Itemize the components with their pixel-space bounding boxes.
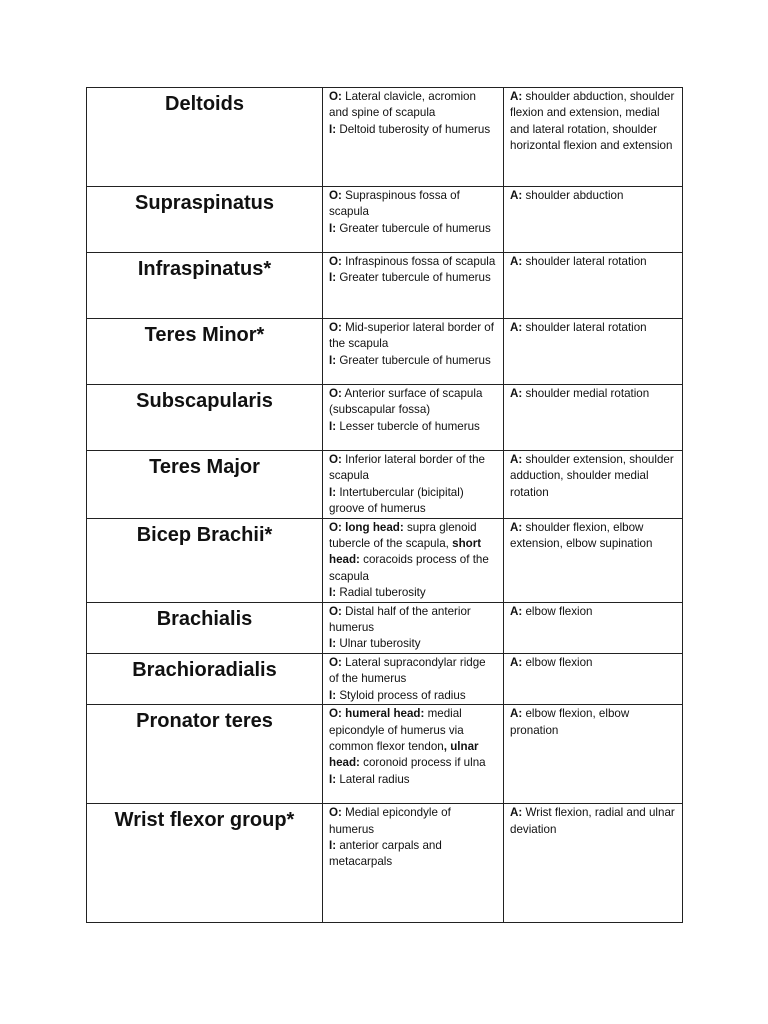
table-row xyxy=(87,385,683,451)
action-label: A: xyxy=(510,387,523,400)
muscle-name: Brachioradialis xyxy=(87,653,323,704)
origin-label: O: xyxy=(329,655,342,669)
action-label: A: xyxy=(510,707,523,721)
insertion-text: Lesser tubercle of humerus xyxy=(339,419,480,433)
humeral-head-label: humeral head: xyxy=(345,707,425,721)
comma: , xyxy=(443,739,447,753)
ulnar-head-text: coronoid process if ulna xyxy=(363,756,486,770)
action-text: Wrist flexion, radial and ulnar deviation xyxy=(510,806,675,836)
muscle-name: Pronator teres xyxy=(87,705,323,804)
origin-insertion-cell xyxy=(323,518,504,602)
muscle-name: Bicep Brachii* xyxy=(87,518,323,602)
action-label: A: xyxy=(510,655,523,669)
action-cell xyxy=(504,804,683,923)
action-text: shoulder abduction xyxy=(525,189,624,202)
insertion-label: I: xyxy=(329,122,337,136)
origin-label: O: xyxy=(329,806,342,820)
origin-insertion-cell xyxy=(323,385,504,451)
origin-insertion-cell xyxy=(323,653,504,704)
action-label: A: xyxy=(510,255,523,268)
action-text: shoulder medial rotation xyxy=(525,387,650,400)
origin-text: Anterior surface of scapula (subscapular fossa) xyxy=(329,387,483,417)
action-text: elbow flexion, elbow pronation xyxy=(510,707,630,737)
action-label: A: xyxy=(510,604,523,618)
origin-insertion-cell xyxy=(323,705,504,804)
table-row xyxy=(87,319,683,385)
muscle-name: Wrist flexor group* xyxy=(87,804,323,923)
long-head-text: supra glenoid tubercle of the scapula, xyxy=(329,520,477,551)
insertion-text: Intertubercular (bicipital) groove of humerus xyxy=(329,485,464,516)
action-label: A: xyxy=(510,321,523,334)
action-cell xyxy=(504,187,683,253)
origin-insertion-cell xyxy=(323,187,504,253)
table-row xyxy=(87,518,683,602)
action-label: A: xyxy=(510,453,523,466)
action-text: shoulder abduction, shoulder flexion and extension, medial and lateral rotation, shoulder horizontal flexion and extension xyxy=(510,90,675,153)
origin-label: O: xyxy=(329,189,342,202)
insertion-text: Radial tuberosity xyxy=(339,586,426,600)
action-text: shoulder flexion, elbow extension, elbow supination xyxy=(510,520,653,551)
origin-text: Supraspinous fossa of scapula xyxy=(329,189,460,219)
insertion-text: Lateral radius xyxy=(339,772,410,786)
action-text: elbow flexion xyxy=(525,604,593,618)
table-row xyxy=(87,253,683,319)
action-cell xyxy=(504,518,683,602)
action-cell xyxy=(504,319,683,385)
insertion-label: I: xyxy=(329,772,337,786)
origin-label: O: xyxy=(329,453,342,466)
table-row xyxy=(87,804,683,923)
action-cell xyxy=(504,705,683,804)
muscle-name: Teres Minor* xyxy=(87,319,323,385)
origin-insertion-cell xyxy=(323,88,504,187)
insertion-text: Ulnar tuberosity xyxy=(339,637,421,651)
origin-text: Distal half of the anterior humerus xyxy=(329,604,471,635)
origin-label: O: xyxy=(329,90,342,103)
insertion-label: I: xyxy=(329,688,337,702)
short-head-label: short head: xyxy=(329,537,482,567)
origin-text: Medial epicondyle of humerus xyxy=(329,806,451,836)
action-text: elbow flexion xyxy=(525,655,593,669)
action-cell xyxy=(504,88,683,187)
long-head-label: long head: xyxy=(345,520,404,534)
action-label: A: xyxy=(510,189,523,202)
action-label: A: xyxy=(510,806,523,820)
origin-text: Lateral clavicle, acromion and spine of scapula xyxy=(329,90,476,120)
insertion-text: Styloid process of radius xyxy=(339,688,466,702)
action-label: A: xyxy=(510,90,523,103)
action-cell xyxy=(504,653,683,704)
insertion-label: I: xyxy=(329,221,337,235)
origin-insertion-cell xyxy=(323,451,504,519)
origin-label: O: xyxy=(329,707,342,721)
origin-insertion-cell xyxy=(323,804,504,923)
origin-text: Infraspinous fossa of scapula xyxy=(345,255,496,268)
action-cell xyxy=(504,451,683,519)
insertion-text: anterior carpals and metacarpals xyxy=(329,838,442,869)
humeral-head-text: medial epicondyle of humerus via common flexor tendon xyxy=(329,707,464,753)
table-row xyxy=(87,451,683,519)
origin-label: O: xyxy=(329,387,342,400)
origin-insertion-cell xyxy=(323,253,504,319)
insertion-label: I: xyxy=(329,419,337,433)
action-text: shoulder lateral rotation xyxy=(525,321,647,334)
muscle-name: Deltoids xyxy=(87,88,323,187)
table-row xyxy=(87,653,683,704)
table-row xyxy=(87,187,683,253)
muscle-name: Subscapularis xyxy=(87,385,323,451)
muscle-name: Infraspinatus* xyxy=(87,253,323,319)
short-head-text: coracoids process of the scapula xyxy=(329,553,489,583)
origin-text: Mid-superior lateral border of the scapula xyxy=(329,321,494,351)
insertion-label: I: xyxy=(329,353,337,367)
insertion-label: I: xyxy=(329,637,337,651)
ulnar-head-label: ulnar head: xyxy=(329,739,479,770)
action-label: A: xyxy=(510,520,523,534)
insertion-label: I: xyxy=(329,586,337,600)
muscle-table xyxy=(86,87,683,923)
muscle-name: Supraspinatus xyxy=(87,187,323,253)
origin-text: Lateral supracondylar ridge of the humerus xyxy=(329,655,486,686)
origin-insertion-cell xyxy=(323,319,504,385)
table-row xyxy=(87,88,683,187)
action-text: shoulder lateral rotation xyxy=(525,255,647,268)
insertion-text: Greater tubercule of humerus xyxy=(339,271,491,285)
origin-label: O: xyxy=(329,321,342,334)
muscle-name: Teres Major xyxy=(87,451,323,519)
muscle-name: Brachialis xyxy=(87,602,323,653)
origin-label: O: xyxy=(329,520,342,534)
insertion-label: I: xyxy=(329,485,337,499)
insertion-label: I: xyxy=(329,838,337,852)
insertion-text: Deltoid tuberosity of humerus xyxy=(339,122,491,136)
origin-label: O: xyxy=(329,604,342,618)
action-cell xyxy=(504,602,683,653)
action-cell xyxy=(504,385,683,451)
origin-insertion-cell xyxy=(323,602,504,653)
table-row xyxy=(87,602,683,653)
insertion-label: I: xyxy=(329,271,337,285)
action-cell xyxy=(504,253,683,319)
insertion-text: Greater tubercule of humerus xyxy=(339,221,491,235)
origin-text: Inferior lateral border of the scapula xyxy=(329,453,485,483)
table-row xyxy=(87,705,683,804)
origin-label: O: xyxy=(329,255,342,268)
insertion-text: Greater tubercule of humerus xyxy=(339,353,491,367)
action-text: shoulder extension, shoulder adduction, shoulder medial rotation xyxy=(510,453,674,499)
